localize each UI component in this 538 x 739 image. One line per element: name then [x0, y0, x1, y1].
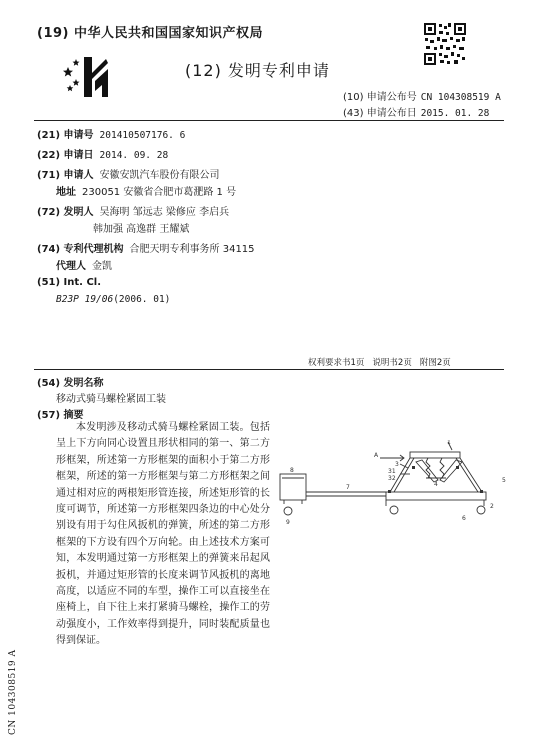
publication-number-value: CN 104308519 A	[420, 92, 501, 103]
inventors-label: (72) 发明人	[37, 207, 94, 218]
drawing-label-4: 4	[434, 481, 438, 488]
publication-number-label: (10) 申请公布号	[343, 92, 417, 103]
office-emblem-icon	[62, 55, 110, 99]
patent-agency	[37, 240, 255, 255]
patent-drawing	[276, 440, 516, 540]
abstract-text: 本发明涉及移动式骑马螺栓紧固工装。包括呈上下方向同心设置且形状相同的第一、第二方形框架，所述第一方形框架的面积小于第二方形框架，所述的第一方形框架与第二方形框架之间通过相对应的两根矩形管连接，所述矩形管的长度可调节，所述第一方形框架四条边的中心处分别设有用于勾住风扳机的弹簧，所述的第二方形框架的下方设有四个万向轮。由上述技术方案可知，本发明通过第一方形框架上的弹簧来吊起风扳机，并通过矩形管的长度来调节风扳机的离地高度，以适应不同的车型，操作工可以直接坐在座椅上，自下往上来打紧骑马螺栓，操作工的劳动强度小，工作效率得到提升，同时装配质量也得到保证。	[56, 422, 270, 647]
drawing-label-31: 31	[388, 468, 396, 475]
applicant	[37, 166, 220, 181]
claims-pages: 权利要求书1页	[308, 358, 365, 368]
drawing-label-2: 2	[490, 503, 494, 510]
drawings-pages: 附图2页	[419, 358, 451, 368]
drawing-label-9: 9	[286, 519, 290, 526]
drawing-label-7: 7	[346, 484, 350, 491]
address	[56, 183, 236, 198]
sheets-divider	[34, 369, 504, 370]
address-label: 地址	[56, 187, 76, 198]
filing-date-label: (22) 申请日	[37, 150, 94, 161]
abstract-label-text: (57) 摘要	[37, 410, 84, 421]
publication-date	[343, 104, 489, 119]
int-cl-label-text: (51) Int. Cl.	[37, 277, 102, 288]
inventors-line-2: 韩加强 高逸群 王耀斌	[93, 224, 190, 235]
application-number-value: 201410507176. 6	[99, 130, 186, 141]
first-square-frame	[410, 452, 460, 458]
filing-date-value: 2014. 09. 28	[99, 150, 169, 161]
sheet-counts	[308, 356, 451, 368]
address-value: 230051 安徽省合肥市葛淝路 1 号	[82, 187, 237, 198]
inventors	[37, 203, 229, 218]
int-cl-code: B23P 19/06	[56, 294, 114, 305]
side-publication-number: CN 104308519 A	[8, 649, 18, 735]
int-cl-year: (2006. 01)	[113, 294, 171, 305]
invention-title: 移动式骑马螺栓紧固工装	[56, 394, 166, 405]
filing-date	[37, 146, 168, 161]
header-divider	[34, 120, 504, 121]
invention-title-label-text: (54) 发明名称	[37, 378, 104, 389]
drawing-label-6: 6	[462, 515, 466, 522]
publication-date-label: (43) 申请公布日	[343, 108, 417, 119]
applicant-value: 安徽安凯汽车股份有限公司	[99, 170, 220, 181]
invention-title-label	[37, 374, 104, 389]
inventors-line-1: 吴海明 邹远志 梁修应 李启兵	[99, 207, 230, 218]
rectangular-tube-right	[460, 458, 482, 492]
drawing-label-1: 1	[447, 440, 451, 446]
publication-date-value: 2015. 01. 28	[420, 108, 490, 119]
drawing-label-A: A	[374, 452, 379, 459]
application-number-label: (21) 申请号	[37, 130, 94, 141]
second-square-frame	[386, 492, 486, 500]
agent	[56, 257, 112, 272]
agent-value: 金凯	[92, 261, 112, 272]
office-name: (19) 中华人民共和国国家知识产权局	[37, 26, 263, 41]
publication-number	[343, 88, 501, 103]
drawing-label-8: 8	[290, 467, 294, 474]
patent-agency-value: 合肥天明专利事务所 34115	[129, 244, 255, 255]
qr-code-icon	[423, 22, 467, 66]
drawing-label-32: 32	[388, 475, 396, 482]
int-cl-classification	[56, 294, 170, 305]
description-pages: 说明书2页	[372, 358, 412, 368]
drawing-label-5: 5	[502, 477, 506, 484]
agent-label: 代理人	[56, 261, 86, 272]
application-number	[37, 126, 185, 141]
abstract-label	[37, 406, 84, 421]
int-cl-label	[37, 277, 101, 288]
patent-agency-label: (74) 专利代理机构	[37, 244, 124, 255]
drawing-label-3: 3	[395, 461, 399, 468]
document-type-title: (12) 发明专利申请	[185, 61, 330, 80]
applicant-label: (71) 申请人	[37, 170, 94, 181]
